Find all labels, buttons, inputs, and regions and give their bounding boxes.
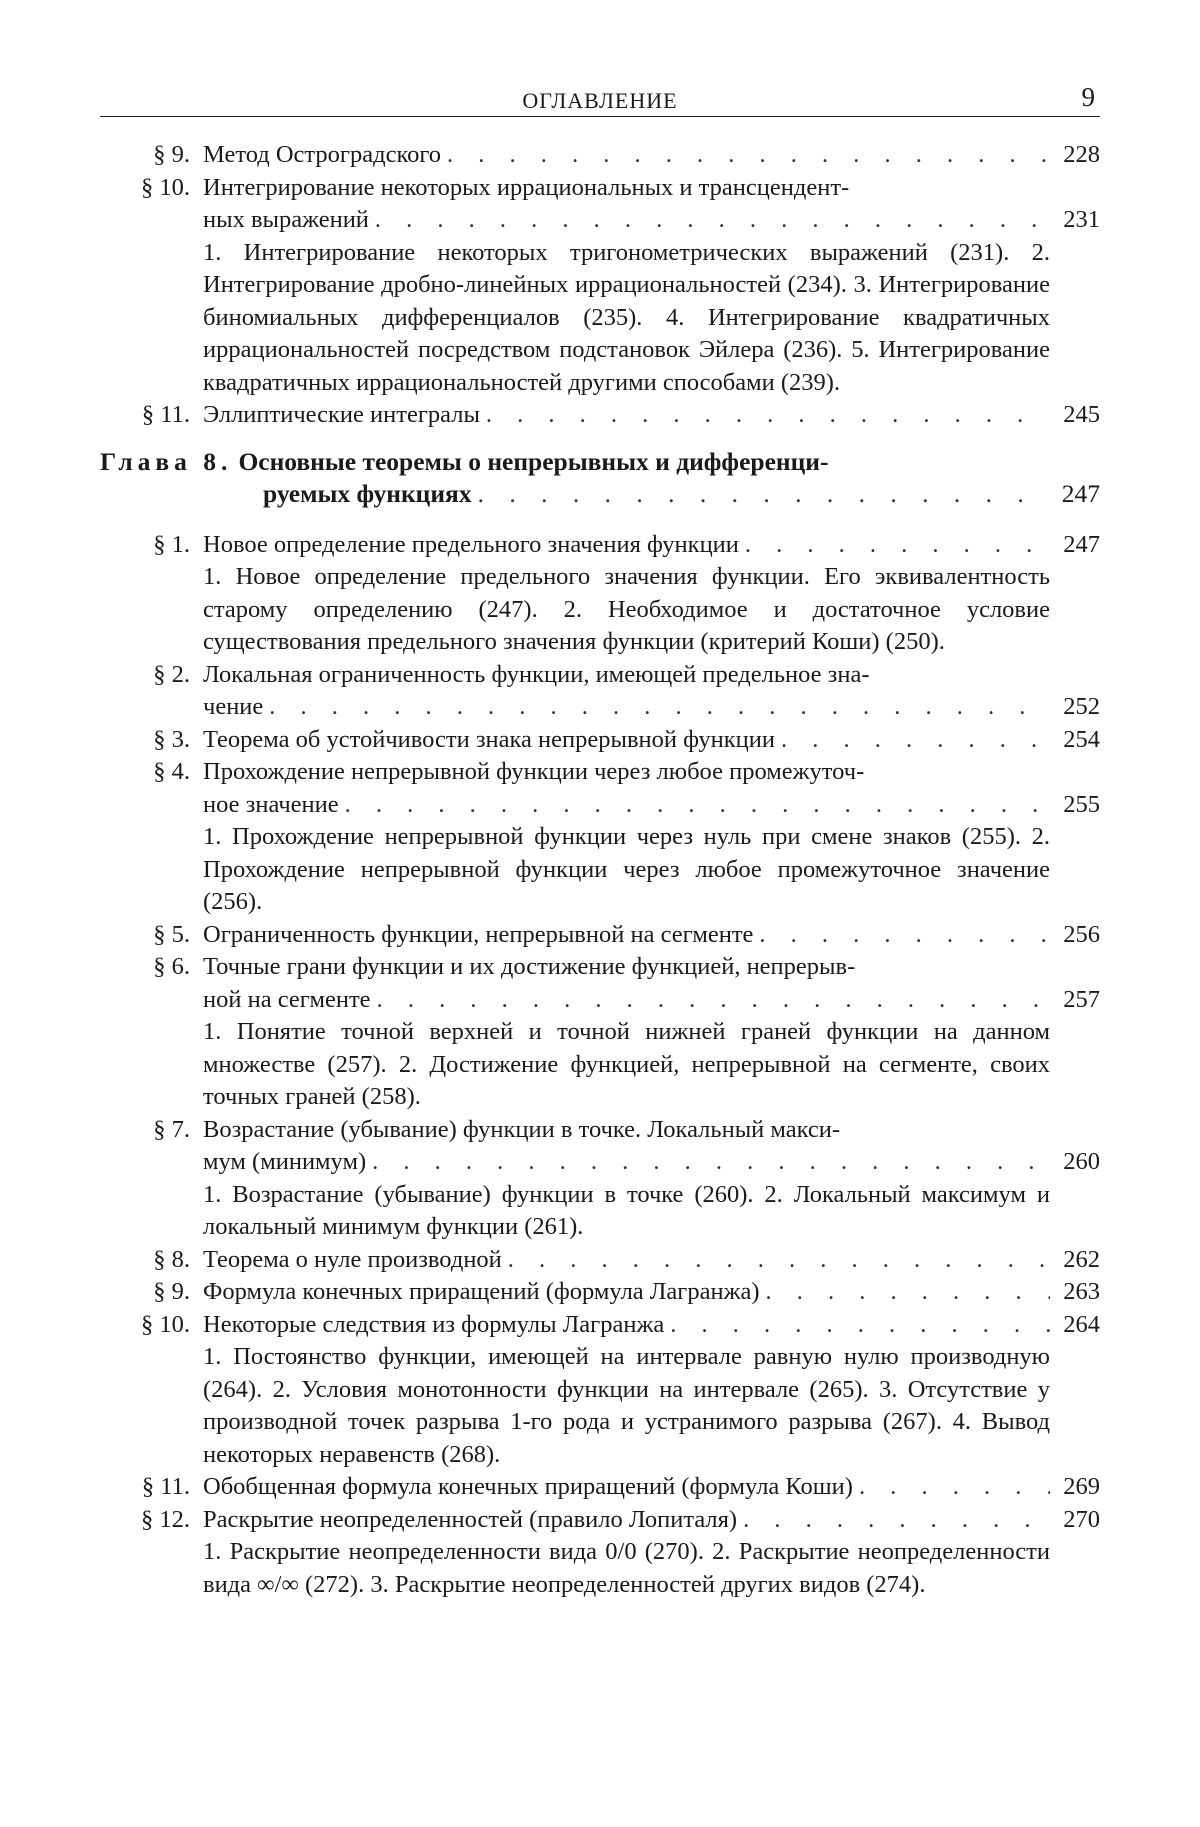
entry-body [203,724,1100,757]
page-ref: 257 [1063,985,1100,1013]
entry-body [203,1276,1100,1309]
chapter-heading[interactable] [100,446,1100,511]
running-title: ОГЛАВЛЕНИЕ [522,88,678,113]
entry-body [203,172,1100,400]
toc-entry[interactable] [100,659,1100,724]
section-number: § 4. [153,758,190,785]
section-title-line: Теорема о нуле производной [203,1245,502,1273]
entry-body [203,919,1100,952]
section-title-line: Возрастание (убывание) функции в точке. Локальный макси- [203,1115,841,1143]
page-ref: 231 [1063,206,1100,233]
section-title-line: Ограниченность функции, непрерывной на сегменте [203,920,754,948]
toc-entry[interactable] [100,529,1100,659]
page-ref: 263 [1063,1278,1100,1305]
toc-entry[interactable] [100,951,1100,1114]
page-ref: 269 [1063,1473,1100,1500]
section-title-line: ное значение [203,790,339,818]
section-number: § 10. [141,1310,190,1338]
subsection-list: 1. Постоянство функции, имеющей на интервале равную нулю производную (264). 2. Условия монотонности функции на интервале (265). 3. Отсутствие у производной точек разрыва 1-го рода и устранимого разрыва (267). 4. Вывод некоторых неравенств (268). [203,1343,1050,1468]
leader-dots [502,1244,1050,1277]
toc-entry[interactable] [100,1114,1100,1244]
section-title-line: чение [203,693,264,720]
toc-entry[interactable] [100,399,1100,432]
page-ref: 264 [1063,1310,1100,1338]
section-title-line: Новое определение предельного значения функции [203,530,739,558]
page-ref: 247 [1063,530,1100,558]
leader-dots [441,139,1050,172]
page-ref: 270 [1063,1505,1100,1533]
entry-body [203,1309,1100,1472]
page-ref: 255 [1063,790,1100,818]
leader-dots [366,1146,1050,1179]
chapter-title-line1: Основные теоремы о непрерывных и дифференци- [238,446,829,476]
section-title-line: Обобщенная формула конечных приращений (формула Коши) [203,1473,853,1500]
toc-entry[interactable] [100,1309,1100,1472]
section-title-line: Интегрирование некоторых иррациональных и трансцендент- [203,173,850,201]
leader-dots [760,1276,1050,1309]
section-title-line: Точные грани функции и их достижение функцией, непрерыв- [203,953,856,980]
entry-body [203,399,1100,432]
subsection-list: 1. Понятие точной верхней и точной нижней граней функции на данном множестве (257). 2. Достижение функцией, непрерывной на сегменте, своих точных граней (258). [203,1018,1050,1110]
section-title-line: Прохождение непрерывной функции через любое промежуточ- [203,758,865,785]
subsection-list: 1. Раскрытие неопределенности вида 0/0 (270). 2. Раскрытие неопределенности вида ∞/∞ (272). 3. Раскрытие неопределенностей других видов (274). [203,1538,1050,1598]
chapter-title-line2: руемых функциях [263,479,472,508]
section-number: § 2. [153,660,190,688]
leader-dots [775,724,1050,757]
section-number: § 11. [141,401,190,428]
leader-dots [480,399,1050,432]
chapter-page: 247 [1061,479,1100,508]
subsection-list: 1. Новое определение предельного значения функции. Его эквивалентность старому определению (247). 2. Необходимое и достаточное условие существования предельного значения функции (критерий Коши) (250). [203,563,1050,655]
page-ref: 254 [1063,725,1100,753]
section-title-line: Метод Остроградского [203,141,442,168]
sections-before-chapter [100,139,1100,432]
entry-body [203,1244,1100,1277]
toc-page [100,82,1100,1601]
section-title-line: ных выражений [203,206,369,233]
section-number: § 1. [153,530,190,558]
section-number: § 10. [141,173,190,201]
section-title-line: Формула конечных приращений (формула Лагранжа) [203,1278,760,1305]
toc-entry[interactable] [100,724,1100,757]
entry-body [203,1114,1100,1244]
page-ref: 228 [1063,141,1100,168]
toc-entry[interactable] [100,1244,1100,1277]
toc-entry[interactable] [100,919,1100,952]
leader-dots [664,1309,1050,1342]
entry-body [203,756,1100,919]
section-number: § 3. [153,725,190,753]
section-title-line: Локальная ограниченность функции, имеющей предельное зна- [203,660,870,688]
section-title-line: Некоторые следствия из формулы Лагранжа [203,1310,665,1338]
subsection-list: 1. Возрастание (убывание) функции в точке (260). 2. Локальный максимум и локальный минимум функции (261). [203,1180,1050,1240]
table-of-contents [100,139,1100,1601]
leader-dots [263,691,1050,724]
chapter-label: Глава 8. [100,446,233,476]
leader-dots [739,529,1050,562]
page-ref: 245 [1063,401,1100,428]
entry-body [203,659,1100,724]
section-number: § 6. [153,953,190,980]
page-ref: 260 [1063,1148,1100,1175]
leader-dots [472,478,1050,511]
entry-body [203,529,1100,659]
leader-dots [339,789,1050,822]
subsection-list: 1. Интегрирование некоторых тригонометрических выражений (231). 2. Интегрирование дробно-линейных иррациональностей (234). 3. Интегрирование биномиальных дифференциалов (235). 4. Интегрирование квадратичных иррациональностей посредством подстановок Эйлера (236). 5. Интегрирование квадратичных иррациональностей другими способами (239). [203,238,1050,396]
section-title-line: ной на сегменте [203,985,371,1013]
section-number: § 7. [153,1115,190,1143]
toc-entry[interactable] [100,756,1100,919]
leader-dots [853,1471,1050,1504]
page-ref: 256 [1063,920,1100,948]
section-title-line: Раскрытие неопределенностей (правило Лопиталя) [203,1505,738,1533]
entry-body [203,1471,1100,1504]
page-ref: 262 [1063,1245,1100,1273]
section-number: § 9. [153,141,190,168]
section-number: § 8. [153,1245,190,1273]
section-number: § 11. [141,1473,190,1500]
section-number: § 9. [153,1278,190,1305]
section-title-line: мум (минимум) [203,1148,367,1175]
entry-body [203,139,1100,172]
page-ref: 252 [1063,693,1100,720]
leader-dots [371,984,1050,1017]
leader-dots [369,204,1050,237]
section-title-line: Эллиптические интегралы [203,401,480,428]
section-title-line: Теорема об устойчивости знака непрерывной функции [203,725,775,753]
page-header [100,82,1100,117]
entry-body [203,951,1100,1114]
toc-entry[interactable] [100,172,1100,400]
entry-body [203,1504,1100,1602]
toc-entry[interactable] [100,1276,1100,1309]
leader-dots [753,919,1050,952]
sections-after-chapter [100,529,1100,1602]
page-number: 9 [1081,82,1096,112]
subsection-list: 1. Прохождение непрерывной функции через нуль при смене знаков (255). 2. Прохождение непрерывной функции через любое промежуточное значение (256). [203,823,1050,915]
toc-entry[interactable] [100,1504,1100,1602]
section-number: § 12. [141,1505,190,1533]
leader-dots [737,1504,1050,1537]
toc-entry[interactable] [100,1471,1100,1504]
section-number: § 5. [153,920,190,948]
toc-entry[interactable] [100,139,1100,172]
